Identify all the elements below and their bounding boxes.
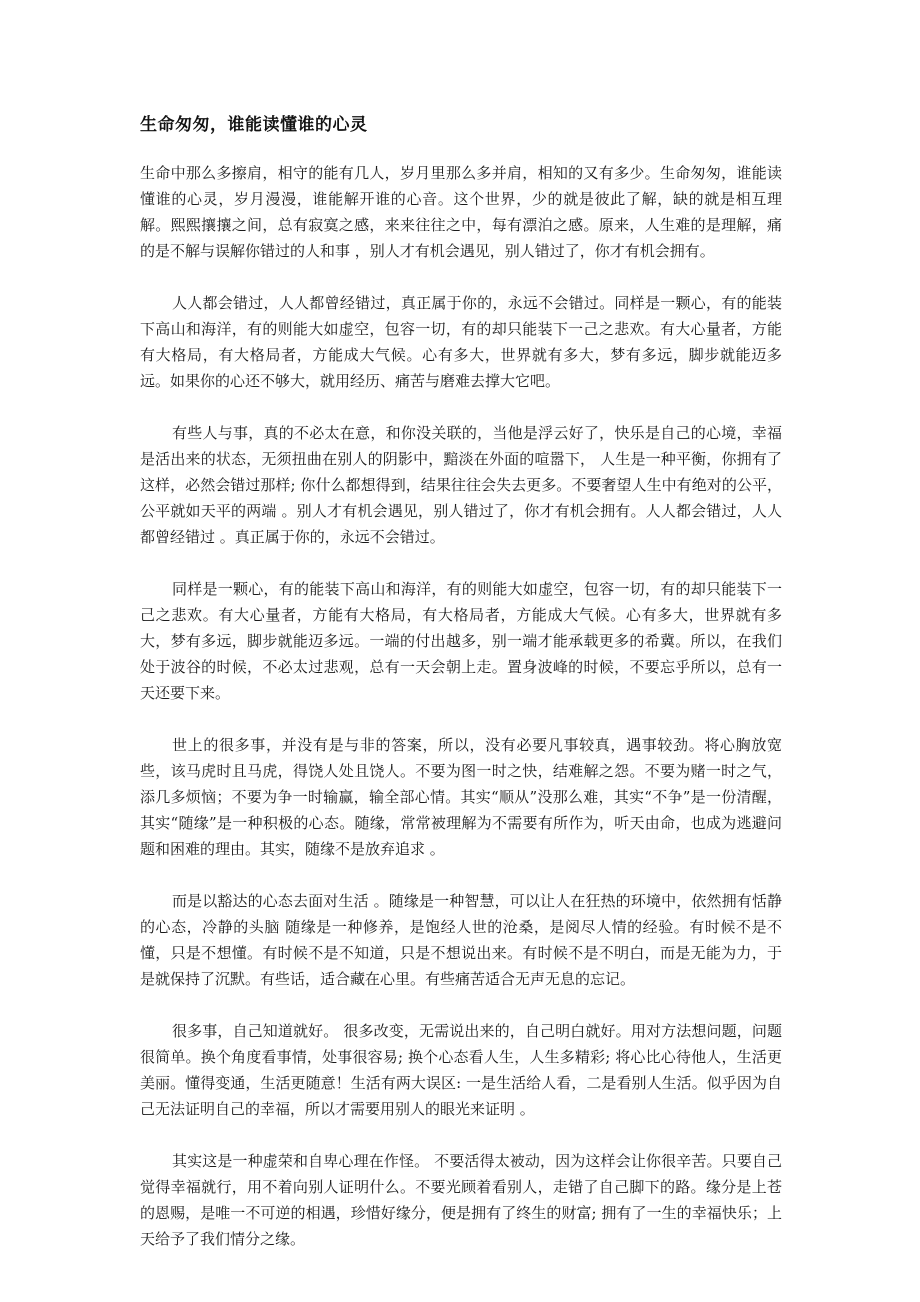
paragraph-7: 很多事，自己知道就好。 很多改变，无需说出来的，自己明白就好。用对方法想问题，问题很简单。换个角度看事情，处事很容易; 换个心态看人生，人生多精彩; 将心比心待他人，生活更美丽。懂得变通，生活更随意！生活有两大误区: 一是生活给人看，二是看别人生活。似乎因为自己无法证明自己的幸福，所以才需要用别人的眼光来证明 。 xyxy=(140,1022,782,1118)
paragraph-8: 其实这是一种虚荣和自卑心理在作怪。 不要活得太被动，因为这样会让你很辛苦。只要自己觉得幸福就行，用不着向别人证明什么。不要光顾着看别人，走错了自己脚下的路。缘分是上苍的恩赐，是唯一不可逆的相遇，珍惜好缘分，便是拥有了终生的财富; 拥有了一生的幸福快乐；上天给予了我们情分之缘。 xyxy=(140,1152,782,1248)
paragraph-5: 世上的很多事，并没有是与非的答案，所以，没有必要凡事较真，遇事较劲。将心胸放宽些，该马虎时且马虎，得饶人处且饶人。不要为图一时之快，结难解之怨。不要为赌一时之气， 添几多烦恼；不要为争一时输赢，输全部心情。其实“顺从”没那么难，其实“不争”是一份清醒，其实“随缘”是一种积极的心态。随缘，常常被理解为不需要有所作为，听天由命，也成为逃避问题和困难的理由。其实，随缘不是放弃追求 。 xyxy=(140,736,782,858)
document-page xyxy=(114,110,782,1252)
document-title: 生命匆匆，谁能读懂谁的心灵 xyxy=(140,115,368,135)
paragraph-4: 同样是一颗心，有的能装下高山和海洋，有的则能大如虚空，包容一切，有的却只能装下一己之悲欢。有大心量者，方能有大格局，有大格局者，方能成大气候。心有多大，世界就有多大，梦有多远，脚步就能迈多远。一端的付出越多，别一端才能承载更多的希冀。所以，在我们处于波谷的时候，不必太过悲观，总有一天会朝上走。置身波峰的时候，不要忘乎所以，总有一天还要下来。 xyxy=(140,580,782,702)
paragraph-1: 生命中那么多擦肩，相守的能有几人，岁月里那么多并肩，相知的又有多少。生命匆匆，谁能读懂谁的心灵，岁月漫漫，谁能解开谁的心音。这个世界，少的就是彼此了解，缺的就是相互理解。熙熙攘攘之间，总有寂寞之感，来来往往之中，每有漂泊之感。原来，人生难的是理解，痛的是不解与误解你错过的人和事 ，别人才有机会遇见，别人错过了，你才有机会拥有。 xyxy=(140,164,782,260)
paragraph-2: 人人都会错过，人人都曾经错过，真正属于你的，永远不会错过。同样是一颗心，有的能装下高山和海洋，有的则能大如虚空，包容一切，有的却只能装下一己之悲欢。有大心量者，方能有大格局，有大格局者，方能成大气候。心有多大，世界就有多大，梦有多远，脚步就能迈多远。如果你的心还不够大，就用经历、痛苦与磨难去撑大它吧。 xyxy=(140,294,782,390)
paragraph-6: 而是以豁达的心态去面对生活 。随缘是一种智慧，可以让人在狂热的环境中，依然拥有恬静的心态，冷静的头脑 随缘是一种修养，是饱经人世的沧桑，是阅尽人情的经验。有时候不是不懂，只是不想懂。有时候不是不知道，只是不想说出来。有时候不是不明白，而是无能为力，于是就保持了沉默。有些话，适合藏在心里。有些痛苦适合无声无息的忘记。 xyxy=(140,892,782,988)
paragraph-3: 有些人与事，真的不必太在意，和你没关联的，当他是浮云好了，快乐是自己的心境，幸福是活出来的状态，无须扭曲在别人的阴影中，黯淡在外面的喧嚣下， 人生是一种平衡，你拥有了这样，必然会错过那样; 你什么都想得到，结果往往会失去更多。不要奢望人生中有绝对的公平，公平就如天平的两端 。别人才有机会遇见，别人错过了，你才有机会拥有。人人都会错过，人人都曾经错过 。真正属于你的，永远不会错过。 xyxy=(140,424,782,546)
